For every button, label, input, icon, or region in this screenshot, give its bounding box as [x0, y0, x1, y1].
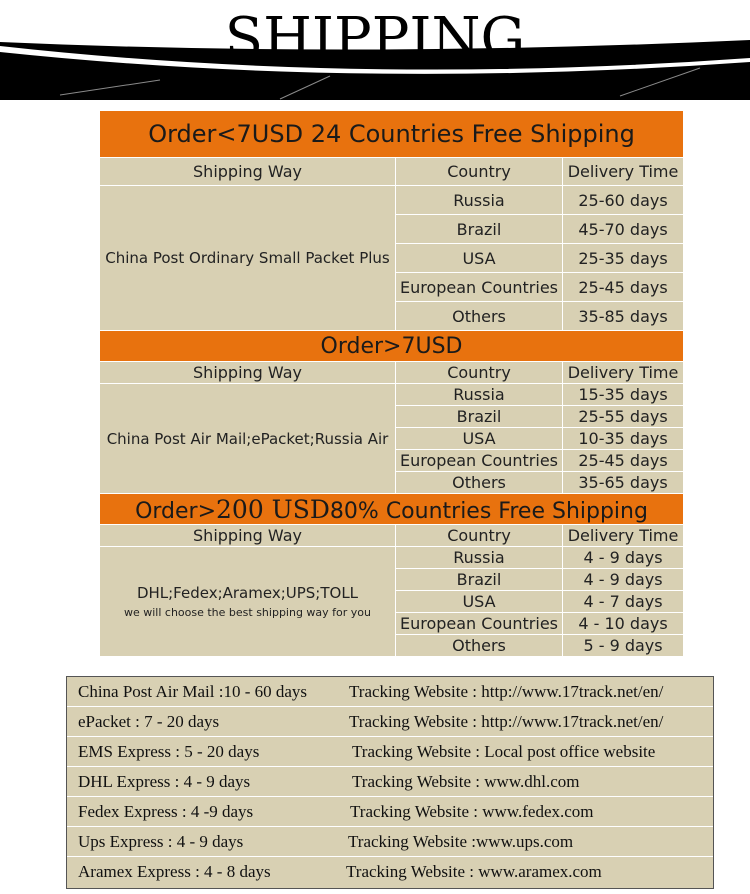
- delivery-time-cell: 10-35 days: [563, 428, 684, 450]
- col-header-delivery-time: Delivery Time: [563, 525, 684, 547]
- tracking-row: [67, 737, 713, 767]
- delivery-time-cell: 25-45 days: [563, 273, 684, 302]
- delivery-time-cell: 4 - 10 days: [563, 613, 684, 635]
- shipping-rates-table: [99, 110, 684, 657]
- shipping-way-carriers: DHL;Fedex;Aramex;UPS;TOLL: [136, 584, 359, 602]
- page-title: SHIPPING: [224, 6, 526, 71]
- col-header-delivery-time: Delivery Time: [563, 158, 684, 186]
- col-header-country: Country: [396, 362, 563, 384]
- section3-heading-amount: 200 USD: [216, 494, 330, 524]
- tracking-service: Aramex Express : 4 - 8 days: [78, 862, 271, 881]
- col-header-shipping-way: Shipping Way: [100, 362, 396, 384]
- country-cell: USA: [396, 591, 563, 613]
- delivery-time-cell: 35-65 days: [563, 472, 684, 494]
- tracking-website: Tracking Website : www.aramex.com: [346, 862, 602, 881]
- col-header-country: Country: [396, 525, 563, 547]
- country-cell: Brazil: [396, 215, 563, 244]
- country-cell: Others: [396, 635, 563, 657]
- shipping-banner: [0, 0, 750, 100]
- tracking-service: EMS Express : 5 - 20 days: [78, 742, 260, 761]
- shipping-way-cell: China Post Air Mail;ePacket;Russia Air: [100, 384, 396, 494]
- delivery-time-cell: 25-60 days: [563, 186, 684, 215]
- tracking-website: Tracking Website : Local post office website: [352, 742, 656, 761]
- col-header-country: Country: [396, 158, 563, 186]
- delivery-time-cell: 25-45 days: [563, 450, 684, 472]
- delivery-time-cell: 5 - 9 days: [563, 635, 684, 657]
- tracking-row: [67, 827, 713, 857]
- tracking-service: ePacket : 7 - 20 days: [78, 712, 220, 731]
- tracking-row: [67, 857, 713, 887]
- tracking-row: [67, 767, 713, 797]
- tracking-service: China Post Air Mail :10 - 60 days: [78, 682, 308, 701]
- country-cell: Russia: [396, 547, 563, 569]
- tracking-row: [67, 707, 713, 737]
- col-header-delivery-time: Delivery Time: [563, 362, 684, 384]
- country-cell: USA: [396, 244, 563, 273]
- delivery-time-cell: 4 - 9 days: [563, 569, 684, 591]
- section3-heading-suffix: 80% Countries Free Shipping: [329, 498, 648, 524]
- country-cell: Russia: [396, 384, 563, 406]
- country-cell: European Countries: [396, 450, 563, 472]
- shipping-way-note: we will choose the best shipping way for you: [123, 606, 372, 619]
- tracking-row: [67, 677, 713, 707]
- tracking-website: Tracking Website : http://www.17track.net/en/: [349, 712, 664, 731]
- tracking-website: Tracking Website : www.dhl.com: [352, 772, 580, 791]
- tracking-row: [67, 797, 713, 827]
- country-cell: Others: [396, 472, 563, 494]
- section1-heading: Order<7USD 24 Countries Free Shipping: [100, 111, 684, 158]
- tracking-website: Tracking Website : http://www.17track.net/en/: [349, 682, 664, 701]
- tracking-info-box: [66, 676, 714, 889]
- delivery-time-cell: 4 - 7 days: [563, 591, 684, 613]
- country-cell: European Countries: [396, 273, 563, 302]
- col-header-shipping-way: Shipping Way: [100, 158, 396, 186]
- country-cell: USA: [396, 428, 563, 450]
- section3-heading: [100, 494, 684, 525]
- shipping-way-cell: China Post Ordinary Small Packet Plus: [100, 186, 396, 331]
- country-cell: Brazil: [396, 406, 563, 428]
- tracking-website: Tracking Website : www.fedex.com: [350, 802, 594, 821]
- delivery-time-cell: 15-35 days: [563, 384, 684, 406]
- section2-heading: Order>7USD: [100, 331, 684, 362]
- section3-heading-prefix: Order>: [135, 498, 217, 524]
- tracking-service: DHL Express : 4 - 9 days: [78, 772, 251, 791]
- delivery-time-cell: 4 - 9 days: [563, 547, 684, 569]
- country-cell: Russia: [396, 186, 563, 215]
- country-cell: Others: [396, 302, 563, 331]
- country-cell: European Countries: [396, 613, 563, 635]
- shipping-way-cell: [100, 547, 396, 657]
- delivery-time-cell: 45-70 days: [563, 215, 684, 244]
- delivery-time-cell: 25-55 days: [563, 406, 684, 428]
- delivery-time-cell: 35-85 days: [563, 302, 684, 331]
- country-cell: Brazil: [396, 569, 563, 591]
- delivery-time-cell: 25-35 days: [563, 244, 684, 273]
- tracking-website: Tracking Website :www.ups.com: [348, 832, 574, 851]
- tracking-service: Fedex Express : 4 -9 days: [78, 802, 254, 821]
- col-header-shipping-way: Shipping Way: [100, 525, 396, 547]
- tracking-service: Ups Express : 4 - 9 days: [78, 832, 244, 851]
